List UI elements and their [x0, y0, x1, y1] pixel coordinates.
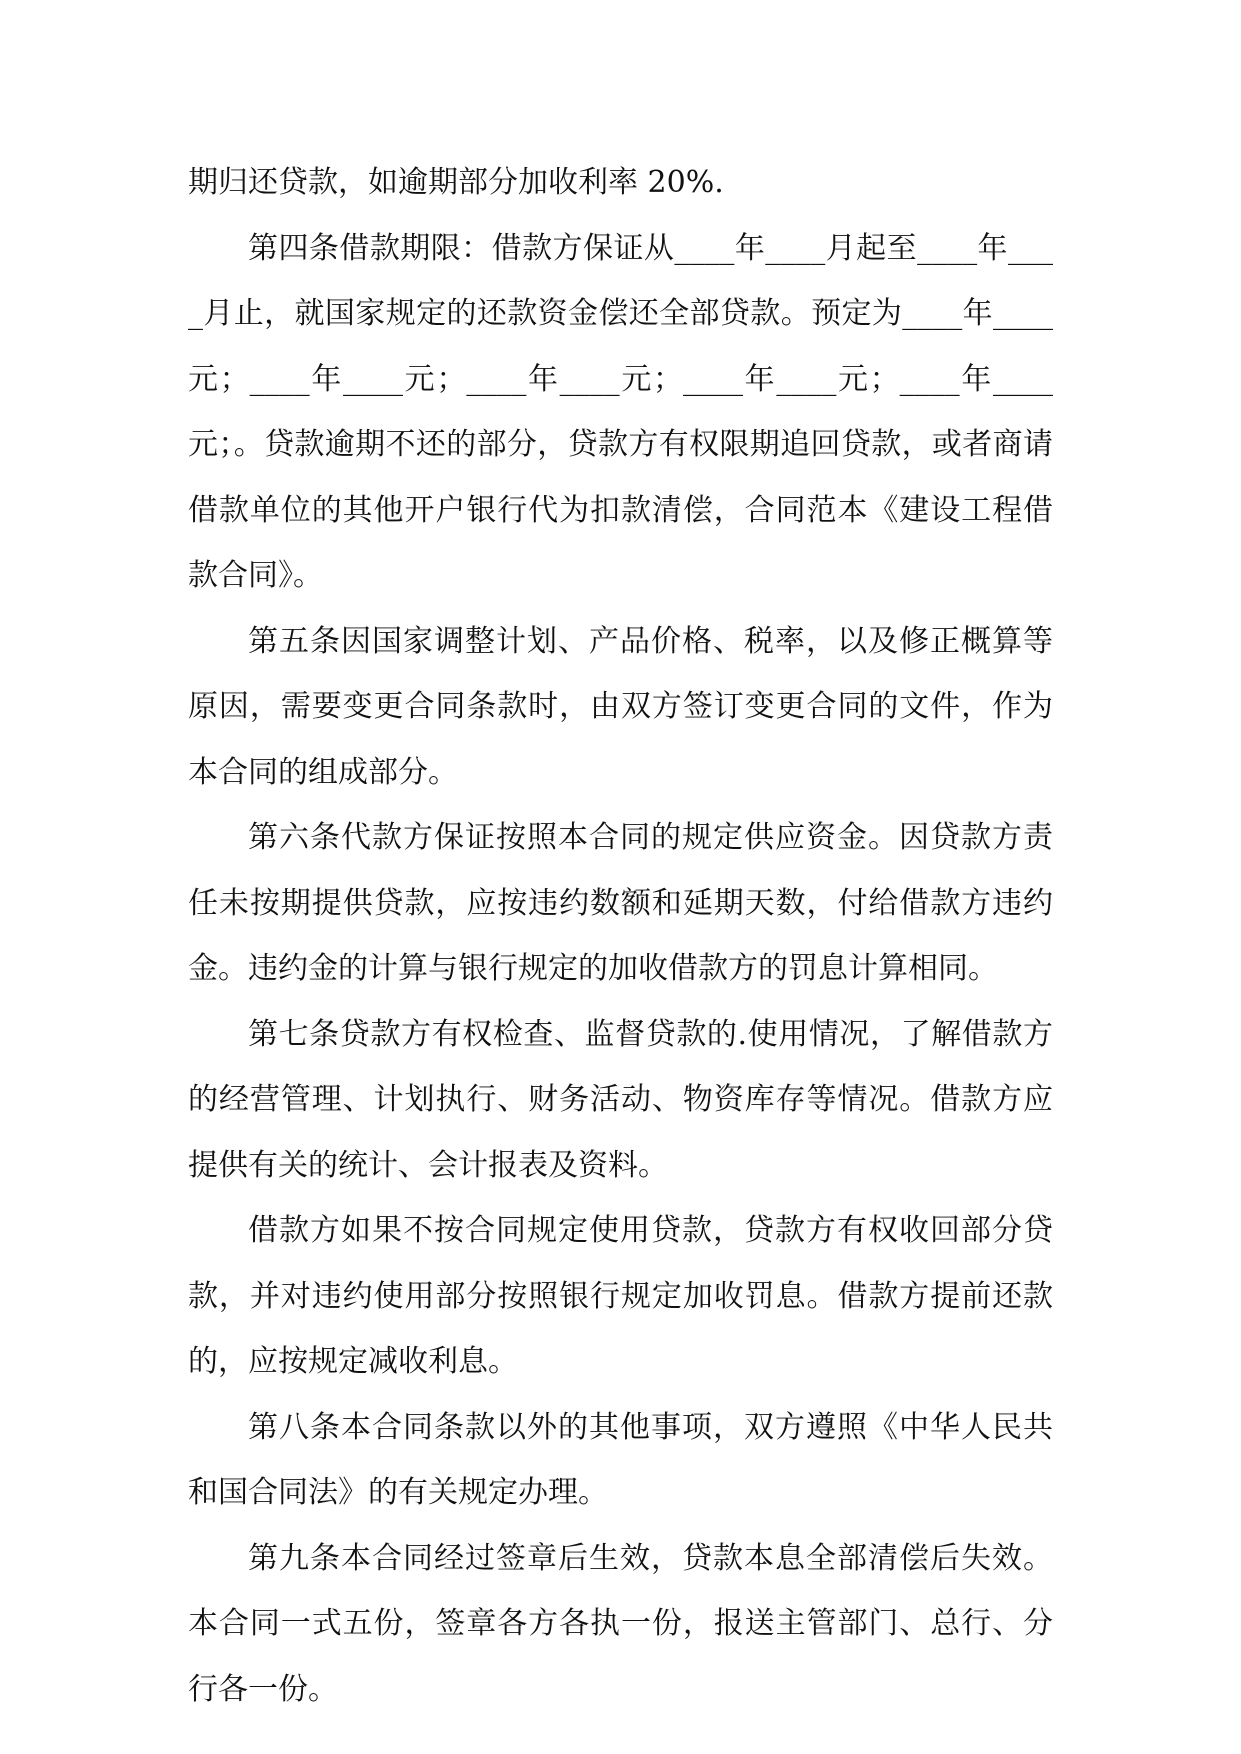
paragraph-article-8: 第八条本合同条款以外的其他事项，双方遵照《中华人民共和国合同法》的有关规定办理。 [188, 1409, 1053, 1510]
paragraph-article-6: 第六条代款方保证按照本合同的规定供应资金。因贷款方责任未按期提供贷款，应按违约数额和延期天数，付给借款方违约金。违约金的计算与银行规定的加收借款方的罚息计算相同。 [188, 820, 1053, 986]
paragraph-continuation: 期归还贷款，如逾期部分加收利率 20%. [188, 165, 724, 200]
paragraph-article-9: 第九条本合同经过签章后生效，贷款本息全部清偿后失效。本合同一式五份，签章各方各执一份，报送主管部门、总行、分行各一份。 [188, 1540, 1053, 1707]
document-page [188, 150, 1053, 1722]
paragraph-article-7-cont: 借款方如果不按合同规定使用贷款，贷款方有权收回部分贷款，并对违约使用部分按照银行规定加收罚息。借款方提前还款的，应按规定减收利息。 [188, 1213, 1053, 1379]
paragraph-article-4: 第四条借款期限：借款方保证从____年____月起至____年____月止，就国家规定的还款资金偿还全部贷款。预定为____年____元；____年____元；____年____元；____年____元；____年____元；。贷款逾期不还的部分，贷款方有权限期追回贷款，或者商请借款单位的其他开户银行代为扣款清偿，合同范本《建设工程借款合同》。 [188, 230, 1053, 593]
paragraph-article-7: 第七条贷款方有权检查、监督贷款的.使用情况，了解借款方的经营管理、计划执行、财务活动、物资库存等情况。借款方应提供有关的统计、会计报表及资料。 [188, 1016, 1053, 1183]
paragraph-article-5: 第五条因国家调整计划、产品价格、税率，以及修正概算等原因，需要变更合同条款时，由双方签订变更合同的文件，作为本合同的组成部分。 [188, 623, 1053, 790]
